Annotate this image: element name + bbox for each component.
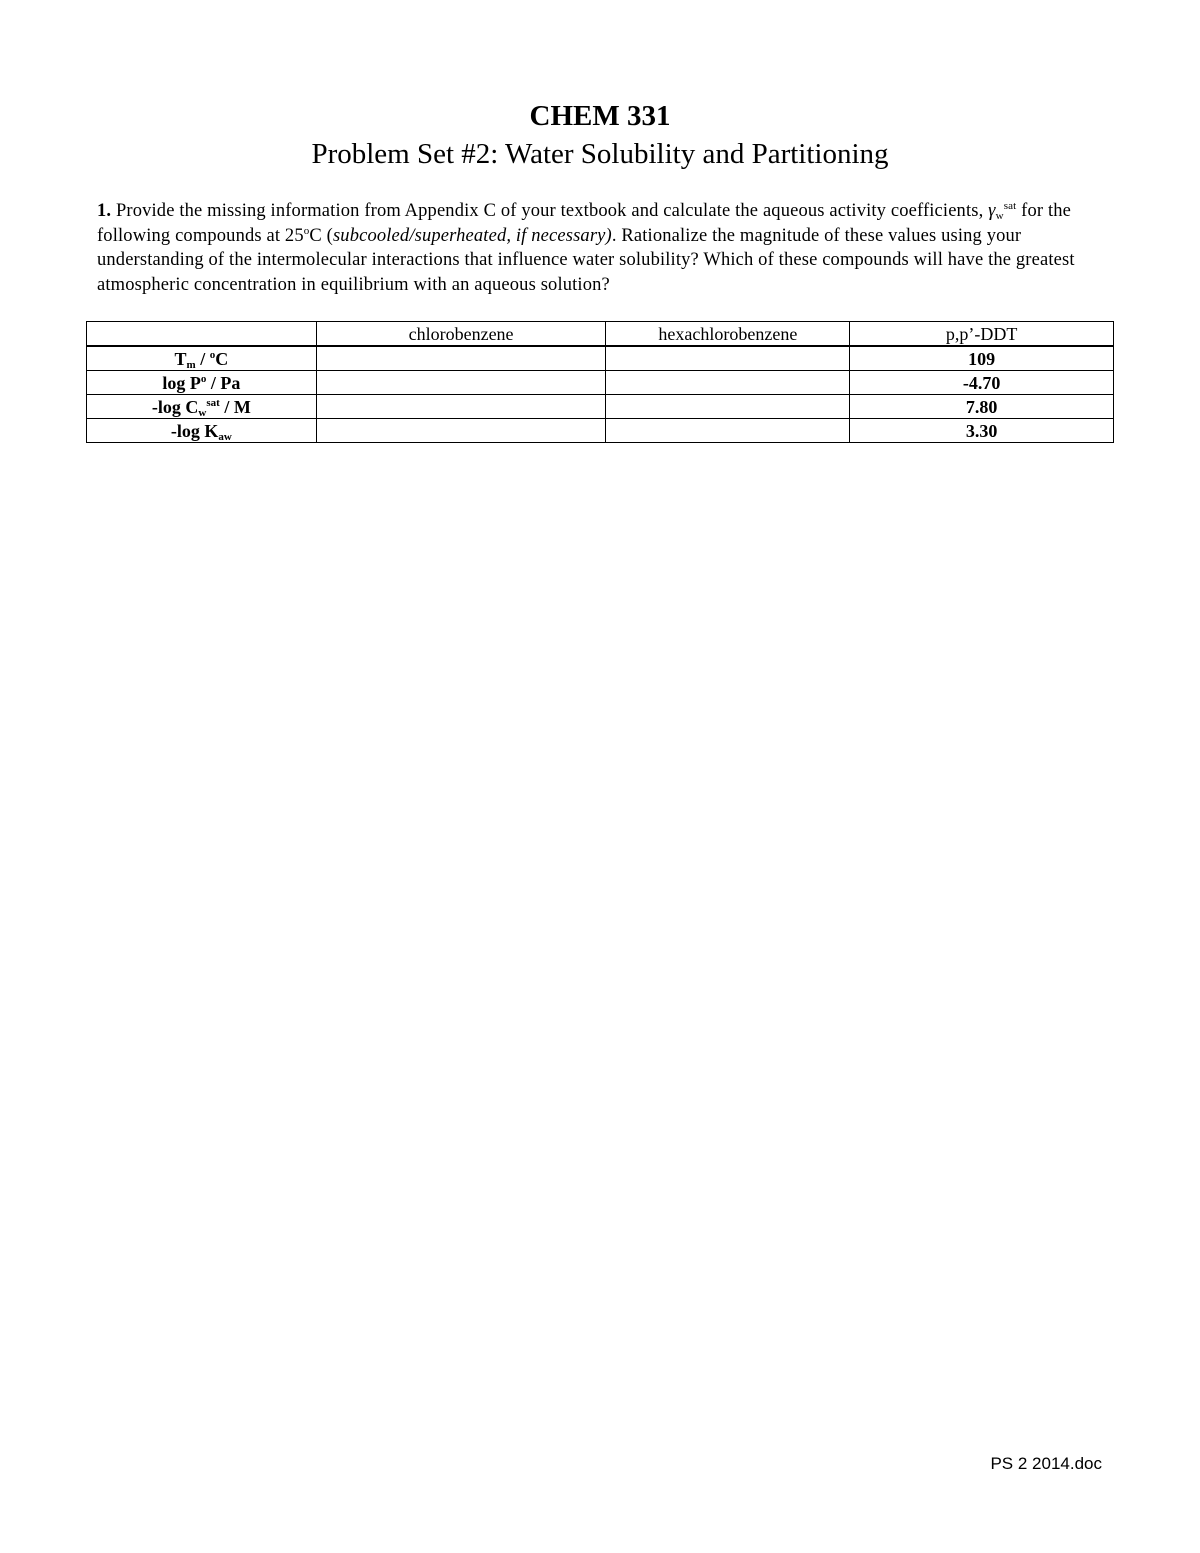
question-italic-note: subcooled/superheated, if necessary): [332, 225, 612, 246]
problem-set-title: Problem Set #2: Water Solubility and Partitioning: [311, 138, 889, 170]
table-row: [87, 346, 1114, 371]
gamma-symbol: γ: [988, 201, 996, 221]
row-label-air-water-partition: -log $K_{aw}$: [87, 419, 317, 443]
table-row: [87, 371, 1114, 395]
question-text-part-1: Provide the missing information from Appendix C of your textbook and calculate the aqueous activity coefficients,: [111, 201, 989, 221]
compound-data-table: [86, 321, 1114, 443]
footer-filename: PS 2 2014.doc: [990, 1454, 1102, 1473]
table-header-cell: chlorobenzene: [316, 322, 606, 347]
row-label-vapor-pressure: $\log P^o$ / Pa: [87, 371, 317, 395]
table-cell[interactable]: [606, 419, 850, 443]
table-cell[interactable]: [316, 371, 606, 395]
table-cell: -4.70: [850, 371, 1114, 395]
table-header-cell: p,p’-DDT: [850, 322, 1114, 347]
question-number: 1.: [97, 201, 112, 221]
course-title: CHEM 331: [529, 100, 671, 132]
table-cell[interactable]: [606, 371, 850, 395]
table-cell[interactable]: [316, 346, 606, 371]
table-cell[interactable]: [316, 395, 606, 419]
gamma-subscript: w: [995, 210, 1004, 222]
table-cell: 7.80: [850, 395, 1114, 419]
question-text-part-3: C (: [309, 225, 333, 246]
table-cell: 109: [850, 346, 1114, 371]
table-header-row: [87, 322, 1114, 347]
question-1: [97, 199, 1097, 297]
question-text-part-4: . Rationalize the magnitude of these values using your understanding of the intermolecular interactions that influence water solubility? Which of these compounds will have the greatest atmospheric concentration in equilibrium with an aqueous solution?: [97, 225, 1075, 295]
table-cell[interactable]: [606, 346, 850, 371]
table-header-cell: hexachlorobenzene: [606, 322, 850, 347]
row-label-melting-point: $T_m / ^oC$: [87, 346, 317, 371]
gamma-superscript: sat: [1003, 200, 1017, 212]
table-row: [87, 395, 1114, 419]
table-cell[interactable]: [606, 395, 850, 419]
table-header-cell: [87, 322, 317, 347]
row-label-water-solubility: -log $C_w^{sat}$ / M: [87, 395, 317, 419]
degree-superscript: o: [303, 224, 310, 237]
table-cell: 3.30: [850, 419, 1114, 443]
table-row: [87, 419, 1114, 443]
question-text-part-2: for the following compounds at 25: [97, 201, 1072, 246]
table-cell[interactable]: [316, 419, 606, 443]
